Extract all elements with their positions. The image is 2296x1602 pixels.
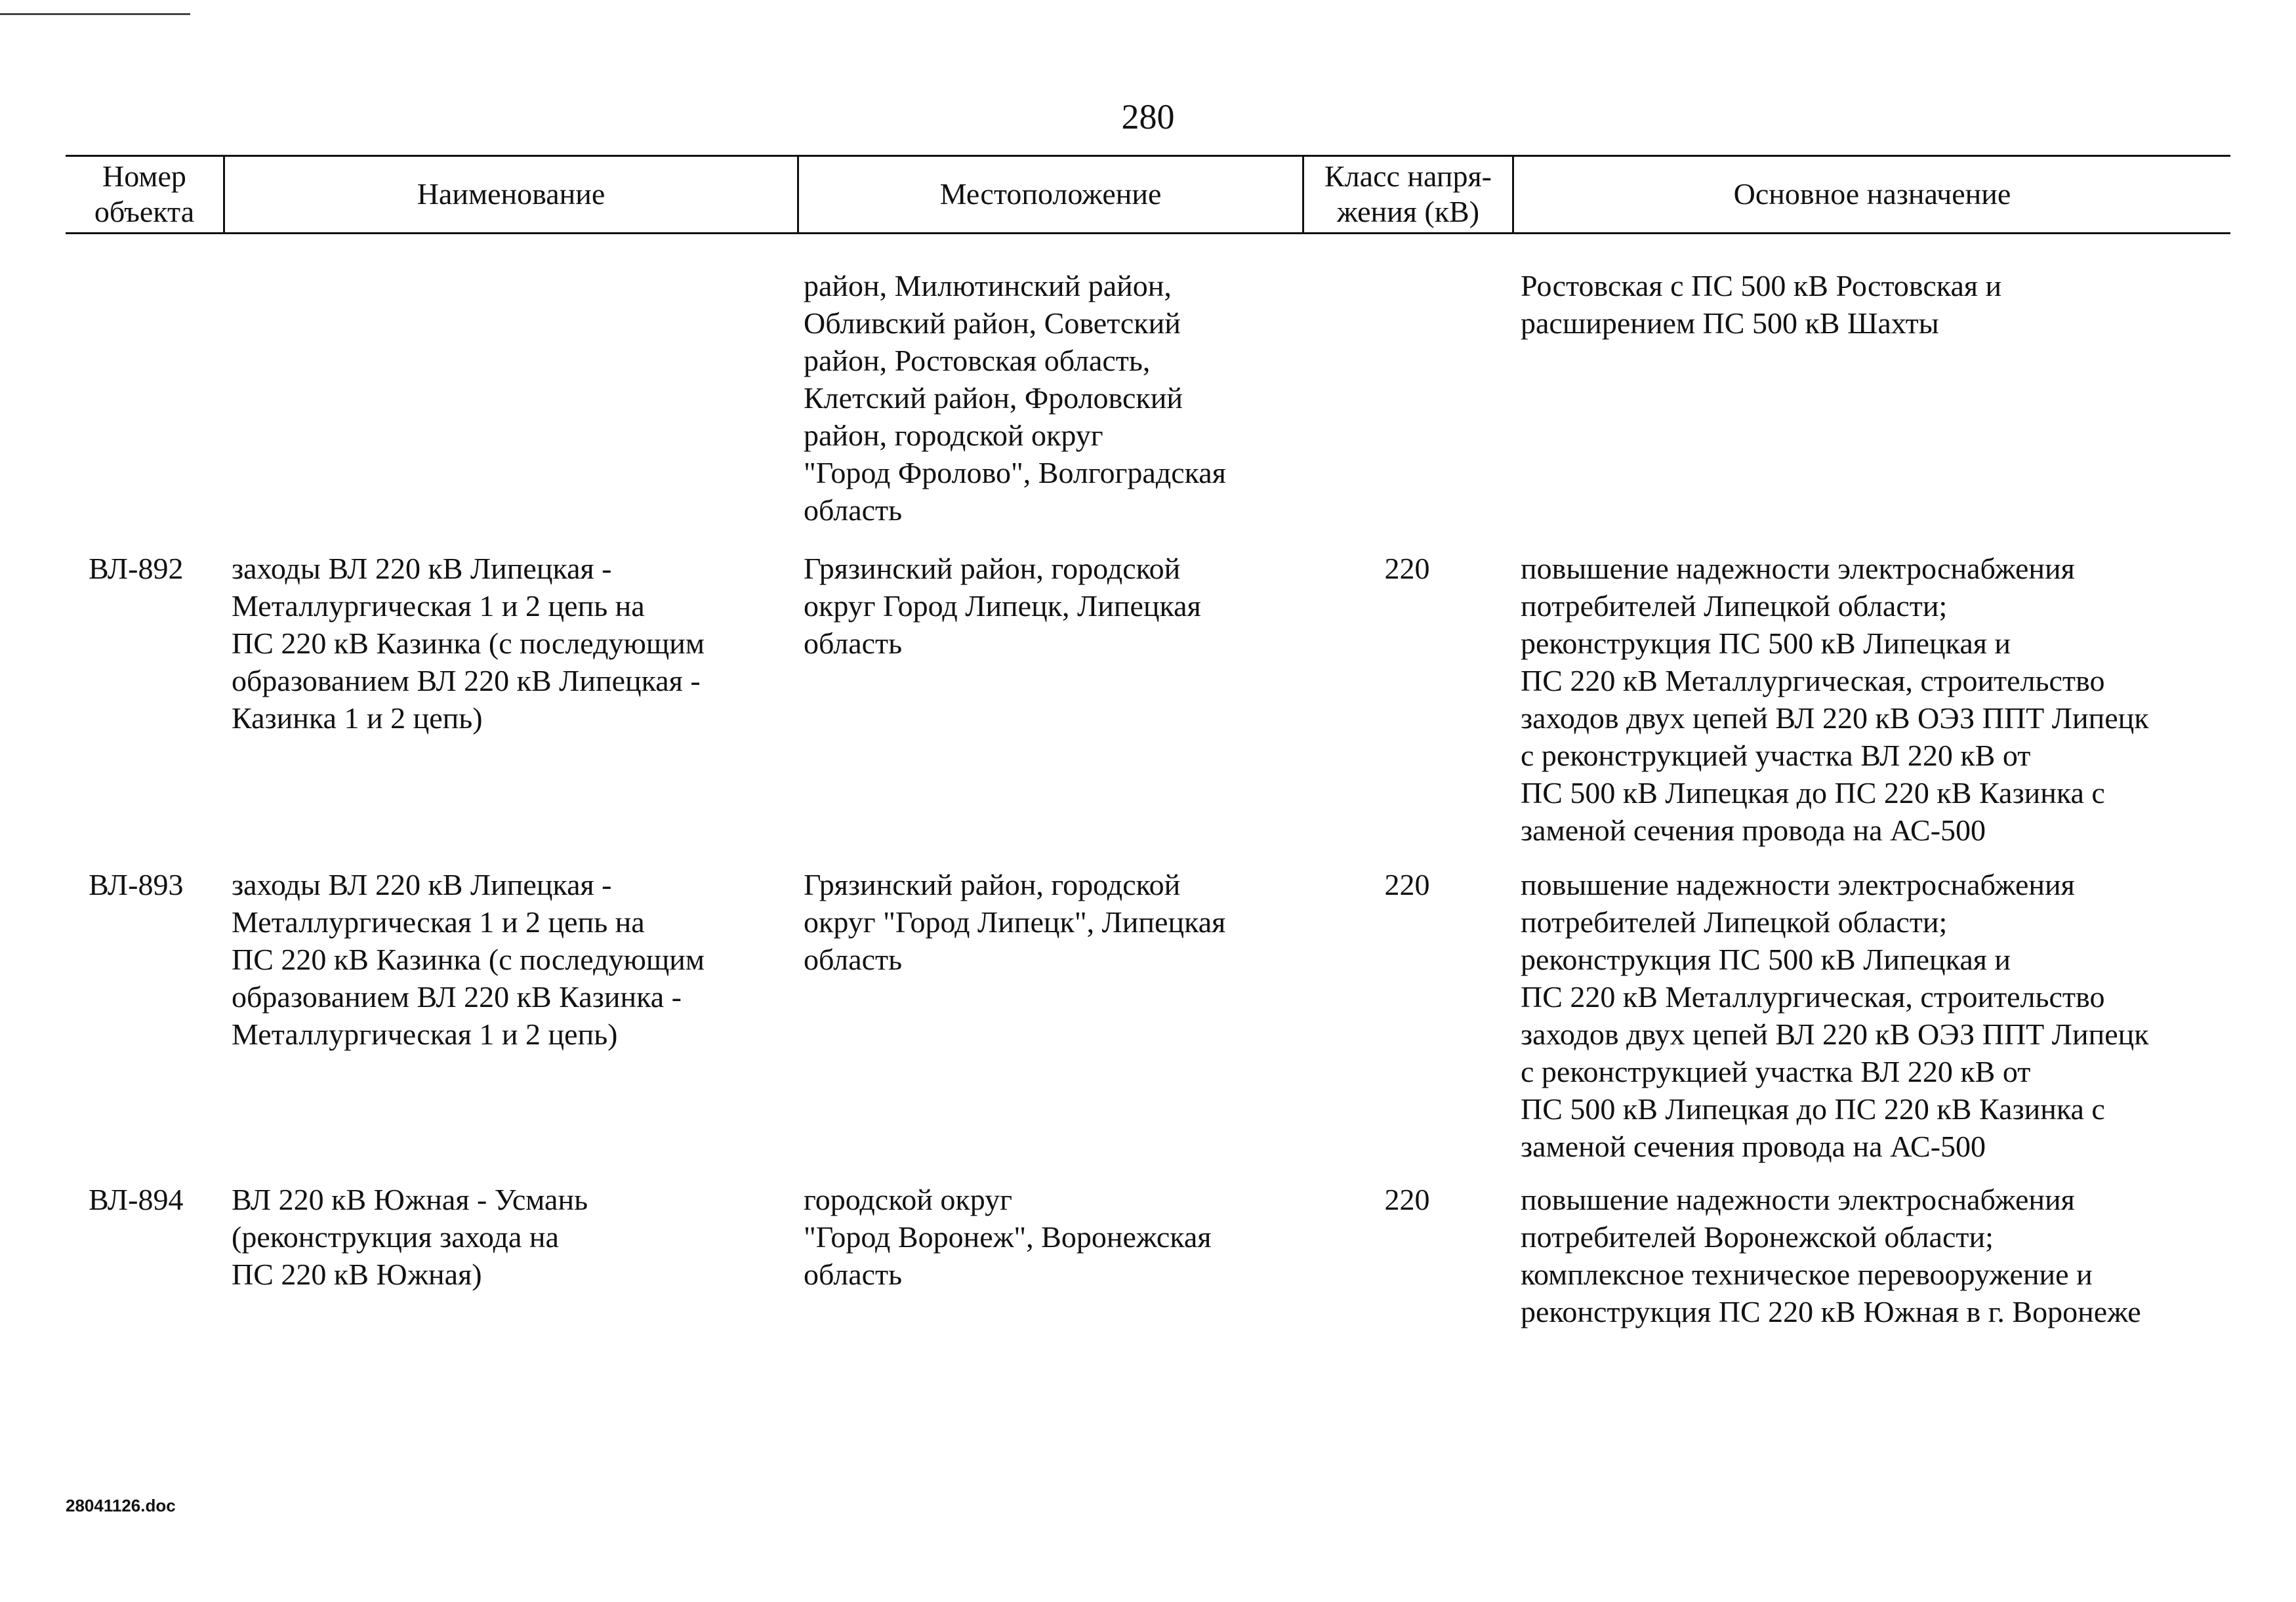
voltage-cell: 220 bbox=[1384, 868, 1430, 901]
footer-filename: 28041126.doc bbox=[66, 1496, 176, 1515]
object-number-cell: ВЛ-892 bbox=[89, 552, 184, 585]
header-purpose: Основное назначение bbox=[1733, 177, 2011, 211]
page-number: 280 bbox=[1121, 97, 1175, 136]
purpose-cell: повышение надежности электроснабжения потребителей Липецкой области; реконструкция ПС 500 кВ Липецкая и ПС 220 кВ Металлургическая, строительство заходов двух цепей ВЛ 220 кВ ОЭЗ ППТ Липецк с реконструкцией участка ВЛ 220 кВ от ПС 500 кВ Липецкая до ПС 220 кВ Казинка с заменой сечения провода на АС-500 bbox=[1521, 868, 2149, 1163]
object-number-cell: ВЛ-894 bbox=[89, 1183, 184, 1216]
header-voltage-class: Класс напря- жения (кВ) bbox=[1324, 159, 1492, 228]
location-cell: район, Милютинский район, Обливский район, Советский район, Ростовская область, Клетский район, Фроловский район, городской округ "Город Фролово", Волгоградская область bbox=[804, 269, 1226, 527]
header-top-rule bbox=[66, 155, 2230, 157]
object-number-cell: ВЛ-893 bbox=[89, 868, 184, 901]
purpose-cell: повышение надежности электроснабжения потребителей Липецкой области; реконструкция ПС 500 кВ Липецкая и ПС 220 кВ Металлургическая, строительство заходов двух цепей ВЛ 220 кВ ОЭЗ ППТ Липецк с реконструкцией участка ВЛ 220 кВ от ПС 500 кВ Липецкая до ПС 220 кВ Казинка с заменой сечения провода на АС-500 bbox=[1521, 552, 2149, 847]
location-cell: городской округ "Город Воронеж", Воронежская область bbox=[804, 1183, 1212, 1291]
voltage-cell: 220 bbox=[1384, 552, 1430, 585]
header-name: Наименование bbox=[417, 177, 605, 211]
name-cell: заходы ВЛ 220 кВ Липецкая - Металлургическая 1 и 2 цепь на ПС 220 кВ Казинка (с последующим образованием ВЛ 220 кВ Липецкая - Казинка 1 и 2 цепь) bbox=[232, 552, 705, 735]
purpose-cell: Ростовская с ПС 500 кВ Ростовская и расширением ПС 500 кВ Шахты bbox=[1521, 269, 2002, 340]
purpose-cell: повышение надежности электроснабжения потребителей Воронежской области; комплексное техническое перевооружение и реконструкция ПС 220 кВ Южная в г. Воронеже bbox=[1521, 1183, 2141, 1328]
voltage-cell: 220 bbox=[1384, 1183, 1430, 1216]
location-cell: Грязинский район, городской округ Город Липецк, Липецкая область bbox=[804, 552, 1201, 660]
header-bottom-rule bbox=[66, 232, 2230, 234]
top-left-rule bbox=[0, 13, 190, 15]
name-cell: ВЛ 220 кВ Южная - Усмань (реконструкция захода на ПС 220 кВ Южная) bbox=[232, 1183, 588, 1291]
header-object-number: Номер объекта bbox=[94, 159, 195, 228]
location-cell: Грязинский район, городской округ "Город Липецк", Липецкая область bbox=[804, 868, 1226, 976]
name-cell: заходы ВЛ 220 кВ Липецкая - Металлургическая 1 и 2 цепь на ПС 220 кВ Казинка (с последующим образованием ВЛ 220 кВ Казинка - Металлургическая 1 и 2 цепь) bbox=[232, 868, 705, 1051]
header-location: Местоположение bbox=[939, 177, 1162, 211]
